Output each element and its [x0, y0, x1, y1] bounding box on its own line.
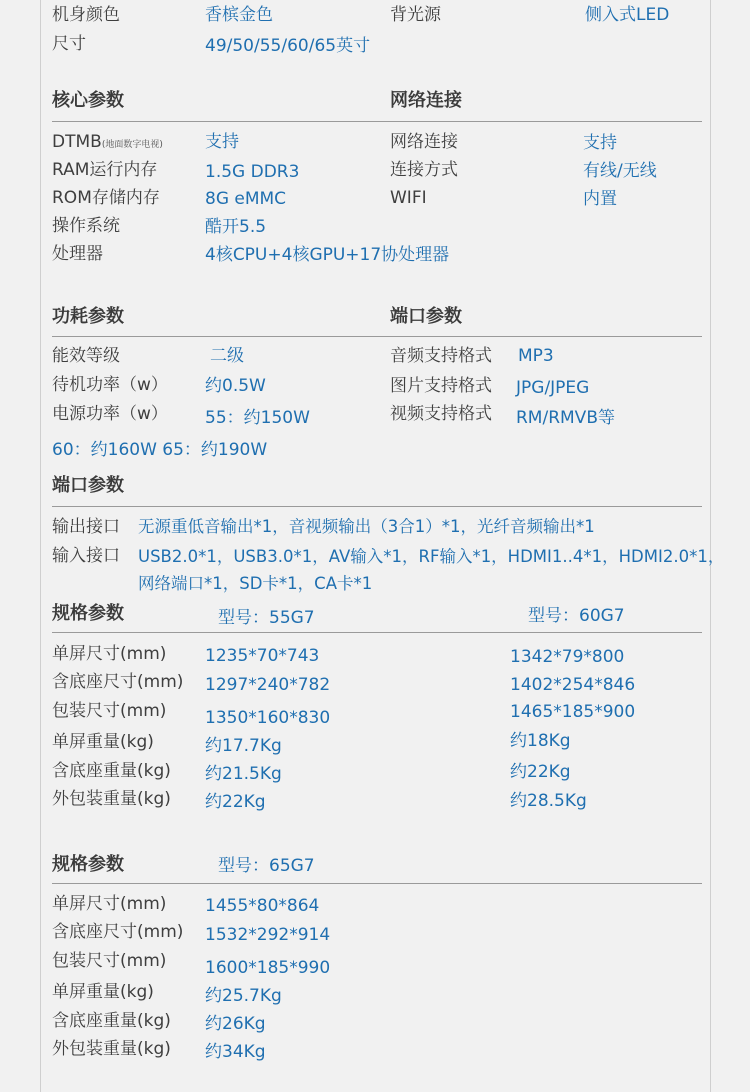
size-label: 尺寸: [52, 34, 86, 54]
supply-extra: 60：约160W 65：约190W: [52, 440, 268, 460]
in-value-line2: 网络端口*1，SD卡*1，CA卡*1: [138, 574, 373, 593]
in-value-line1: USB2.0*1，USB3.0*1，AV输入*1，RF输入*1，HDMI1..4*1，HDMI2.0*1，: [138, 547, 725, 566]
ports-title: 端口参数: [52, 475, 124, 496]
spec1-row-value-b: 1402*254*846: [510, 675, 636, 695]
spec1-row-value-a: 约22Kg: [205, 792, 266, 812]
supply-value: 55：约150W: [205, 408, 310, 428]
image-label: 图片支持格式: [390, 376, 492, 396]
spec1-model-a: 型号：55G7: [218, 608, 315, 628]
spec1-row-value-a: 1297*240*782: [205, 675, 331, 695]
supply-label: 电源功率（w）: [52, 404, 168, 424]
spec2-row-label: 单屏重量(kg): [52, 982, 154, 1002]
cpu-value: 4核CPU+4核GPU+17协处理器: [205, 245, 450, 265]
ram-value: 1.5G DDR3: [205, 162, 300, 182]
spec1-row-value-a: 1350*160*830: [205, 708, 331, 728]
color-value: 香槟金色: [205, 5, 273, 25]
spec1-row-label: 单屏尺寸(mm): [52, 644, 167, 664]
left-divider: [40, 0, 41, 1092]
spec2-row-label: 包装尺寸(mm): [52, 951, 167, 971]
power-rule: [52, 336, 702, 337]
backlight-label: 背光源: [390, 5, 441, 25]
dtmb-label-text: DTMB: [52, 132, 102, 152]
audio-value: MP3: [518, 346, 554, 366]
spec1-row-label: 含底座重量(kg): [52, 761, 171, 781]
eff-value: 二级: [210, 346, 244, 366]
rom-value: 8G eMMC: [205, 189, 287, 209]
spec1-row-value-b: 1342*79*800: [510, 647, 625, 667]
spec1-rule: [52, 632, 702, 633]
ram-label: RAM运行内存: [52, 160, 158, 180]
dtmb-sub-label: (地面数字电视): [101, 140, 163, 150]
core-rule: [52, 121, 702, 122]
spec2-rule: [52, 883, 702, 884]
video-value: RM/RMVB等: [516, 408, 615, 428]
mode-label: 连接方式: [390, 160, 458, 180]
net-value: 支持: [583, 133, 617, 153]
in-label: 输入接口: [52, 546, 120, 566]
spec2-row-value-a: 1600*185*990: [205, 958, 331, 978]
spec2-row-label: 单屏尺寸(mm): [52, 894, 167, 914]
spec1-row-value-b: 约22Kg: [510, 762, 571, 782]
spec2-row-label: 外包装重量(kg): [52, 1039, 171, 1059]
os-label: 操作系统: [52, 216, 120, 236]
right-divider: [710, 0, 711, 1092]
color-label: 机身颜色: [52, 5, 120, 25]
spec1-row-value-b: 1465*185*900: [510, 702, 636, 722]
eff-label: 能效等级: [52, 346, 120, 366]
spec2-row-value-a: 约26Kg: [205, 1014, 266, 1034]
spec2-row-label: 含底座重量(kg): [52, 1011, 171, 1031]
spec1-title: 规格参数: [52, 603, 124, 624]
os-value: 酷开5.5: [205, 217, 267, 237]
core-title: 核心参数: [52, 90, 124, 111]
rom-label: ROM存储内存: [52, 188, 160, 208]
standby-value: 约0.5W: [205, 376, 266, 396]
spec2-title: 规格参数: [52, 854, 124, 875]
size-value: 49/50/55/60/65英寸: [205, 36, 371, 56]
spec1-row-value-b: 约18Kg: [510, 731, 571, 751]
spec1-row-value-a: 1235*70*743: [205, 646, 320, 666]
spec2-row-value-a: 1455*80*864: [205, 896, 320, 916]
spec1-model-b: 型号：60G7: [528, 606, 625, 626]
spec1-row-label: 单屏重量(kg): [52, 732, 154, 752]
spec2-row-label: 含底座尺寸(mm): [52, 922, 184, 942]
net-label: 网络连接: [390, 132, 458, 152]
power-title: 功耗参数: [52, 306, 124, 327]
wifi-label: WIFI: [390, 188, 427, 208]
out-label: 输出接口: [52, 517, 120, 537]
out-value: 无源重低音输出*1，音视频输出（3合1）*1，光纤音频输出*1: [138, 517, 595, 536]
audio-label: 音频支持格式: [390, 346, 492, 366]
dtmb-label: [52, 134, 163, 151]
spec1-row-value-b: 约28.5Kg: [510, 791, 587, 811]
spec1-row-value-a: 约17.7Kg: [205, 736, 282, 756]
image-value: JPG/JPEG: [516, 378, 590, 398]
media-title: 端口参数: [390, 306, 462, 327]
spec1-row-value-a: 约21.5Kg: [205, 764, 282, 784]
dtmb-value: 支持: [205, 132, 239, 152]
standby-label: 待机功率（w）: [52, 375, 168, 395]
backlight-value: 侧入式LED: [585, 5, 670, 25]
spec1-row-label: 含底座尺寸(mm): [52, 672, 184, 692]
wifi-value: 内置: [583, 189, 617, 209]
video-label: 视频支持格式: [390, 404, 492, 424]
mode-value: 有线/无线: [583, 161, 657, 181]
spec2-row-value-a: 1532*292*914: [205, 925, 331, 945]
network-title: 网络连接: [390, 90, 462, 111]
spec1-row-label: 包装尺寸(mm): [52, 701, 167, 721]
ports-rule: [52, 506, 702, 507]
spec1-row-label: 外包装重量(kg): [52, 789, 171, 809]
cpu-label: 处理器: [52, 244, 103, 264]
spec2-model-a: 型号：65G7: [218, 856, 315, 876]
spec2-row-value-a: 约34Kg: [205, 1042, 266, 1062]
spec2-row-value-a: 约25.7Kg: [205, 986, 282, 1006]
